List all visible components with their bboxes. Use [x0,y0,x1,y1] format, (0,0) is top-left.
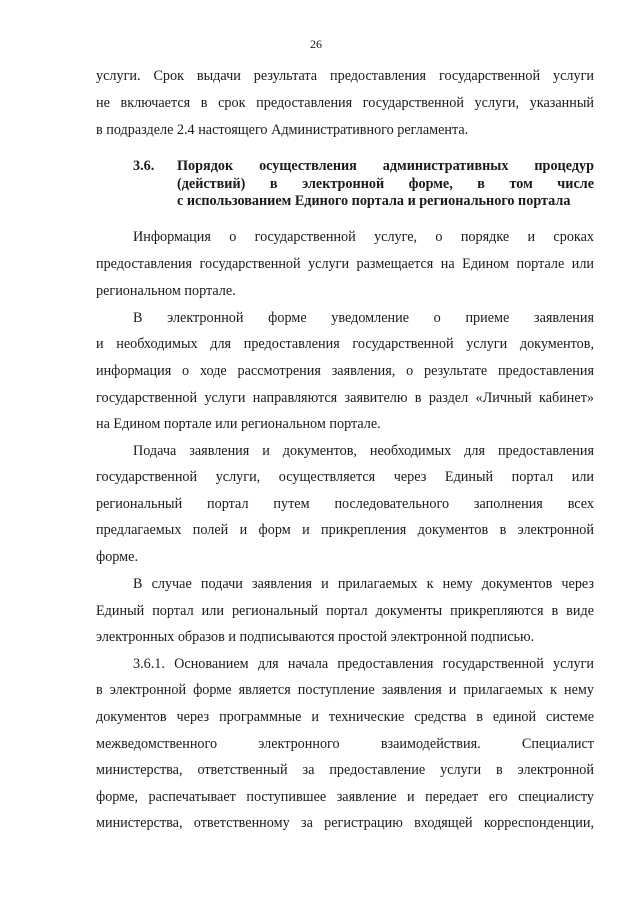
text-line: В электронной форме уведомление о приеме заявления [133,310,594,326]
text-line: не включается в срок предоставления государственной услуги, указанный [96,95,594,111]
text-line: 3.6.1. Основанием для начала предоставления государственной услуги [133,656,594,672]
text-line: форме. [96,549,138,565]
text-line: в электронной форме является поступление заявления и прилагаемых к нему [96,682,594,698]
section-heading-line: (действий) в электронной форме, в том числе [177,176,594,192]
text-line: министерства, ответственному за регистрацию входящей корреспонденции, [96,815,594,831]
section-heading-line: с использованием Единого портала и регионального портала [177,193,571,209]
text-line: услуги. Срок выдачи результата предоставления государственной услуги [96,68,594,84]
text-line: электронных образов и подписываются простой электронной подписью. [96,629,535,645]
text-line: предоставления государственной услуги размещается на Едином портале или [96,256,594,272]
text-line: предлагаемых полей и форм и прикрепления документов в электронной [96,522,594,538]
text-line: В случае подачи заявления и прилагаемых к нему документов через [133,576,594,592]
text-line: документов через программные и технические средства в единой системе [96,709,594,725]
text-line: министерства, ответственный за предоставление услуги в электронной [96,762,594,778]
section-number: 3.6. [133,158,155,174]
page-number: 26 [310,37,322,51]
text-line: Единый портал или региональный портал документы прикрепляются в виде [96,603,594,619]
text-line: на Едином портале или региональном портале. [96,416,381,432]
text-line: государственной услуги направляются заявителю в раздел «Личный кабинет» [96,390,594,406]
text-line: и необходимых для предоставления государственной услуги документов, [96,336,594,352]
text-line: межведомственного электронного взаимодействия. Специалист [96,736,594,752]
text-line: региональный портал путем последовательного заполнения всех [96,496,594,512]
text-line: региональном портале. [96,283,236,299]
text-line: Подача заявления и документов, необходимых для предоставления [133,443,594,459]
text-line: в подразделе 2.4 настоящего Административного регламента. [96,122,469,138]
text-line: информация о ходе рассмотрения заявления, о результате предоставления [96,363,594,379]
text-line: форме, распечатывает поступившее заявление и передает его специалисту [96,789,594,805]
text-line: государственной услуги, осуществляется через Единый портал или [96,469,594,485]
section-heading-line: Порядок осуществления административных процедур [177,158,594,174]
text-line: Информация о государственной услуге, о порядке и сроках [133,229,594,245]
